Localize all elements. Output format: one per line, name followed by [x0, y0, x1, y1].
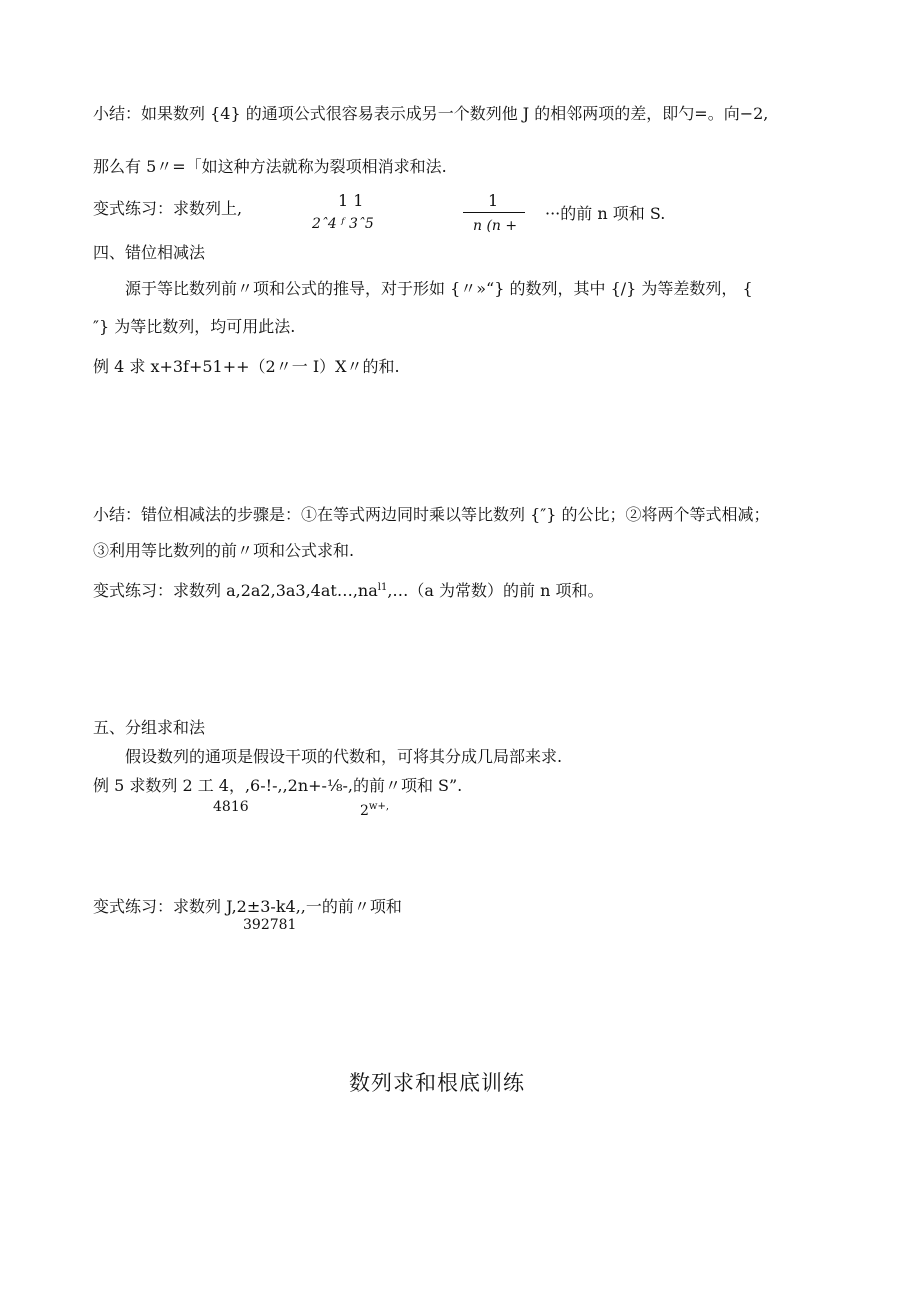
example-5-denominators: 4816 — [213, 799, 249, 815]
variant-practice-2 — [93, 578, 604, 601]
fraction-1-denominator: 2ˆ4 ᶠ 3ˆ5 — [312, 216, 374, 232]
example-4: 例 4 求 x+3f+51++（2〃一 I）X〃的和. — [93, 357, 400, 376]
section-4-paragraph-line-2: ″} 为等比数列，均可用此法. — [93, 317, 296, 336]
example-5-denominator-power — [360, 799, 389, 819]
section-4-paragraph-line-1: 源于等比数列前〃项和公式的推导，对于形如 {〃»“} 的数列，其中 {/} 为等差数列， { — [125, 279, 753, 298]
section-5-paragraph: 假设数列的通项是假设干项的代数和，可将其分成几局部来求. — [125, 747, 563, 766]
summary-line-2: 那么有 5〃=「如这种方法就称为裂项相消求和法. — [93, 157, 447, 176]
variant-practice-3: 变式练习：求数列 J,2±3-k4,,一的前〃项和 — [93, 897, 402, 916]
summary-2-line-1: 小结：错位相减法的步骤是：①在等式两边同时乘以等比数列 {″} 的公比；②将两个等式相减； — [93, 505, 770, 524]
fraction-2-denominator: n (n + — [473, 218, 518, 234]
variant-practice-2-superscript: l1 — [377, 582, 388, 593]
summary-2-line-2: ③利用等比数列的前〃项和公式求和. — [93, 541, 355, 560]
example-5: 例 5 求数列 2 工 4，,6-!-,,2n+-⅛-,的前〃项和 S”. — [93, 776, 463, 795]
fraction-2-bar — [463, 212, 525, 213]
summary-line-1: 小结：如果数列 {4} 的通项公式很容易表示成另一个数列他 J 的相邻两项的差，即勺=。向−2, — [93, 104, 769, 123]
fraction-2-numerator: 1 — [488, 191, 499, 210]
fraction-1-numerator: 1 1 — [338, 191, 364, 210]
section-5-heading: 五、分组求和法 — [93, 718, 206, 737]
variant-practice-2-main: 变式练习：求数列 a,2a2,3a3,4at…,na — [93, 581, 378, 600]
variant-practice-2-tail: ,…（a 为常数）的前 n 项和。 — [387, 581, 604, 600]
section-title: 数列求和根底训练 — [349, 1071, 525, 1095]
example-5-power-exponent: w+, — [368, 801, 390, 812]
section-4-heading: 四、错位相减法 — [93, 243, 206, 262]
variant-practice-1-prefix: 变式练习：求数列上, — [93, 199, 243, 218]
variant-practice-3-denominators: 392781 — [243, 917, 297, 933]
variant-practice-1-suffix: ···的前 n 项和 S. — [545, 204, 666, 223]
example-5-power-base: 2 — [360, 803, 369, 819]
